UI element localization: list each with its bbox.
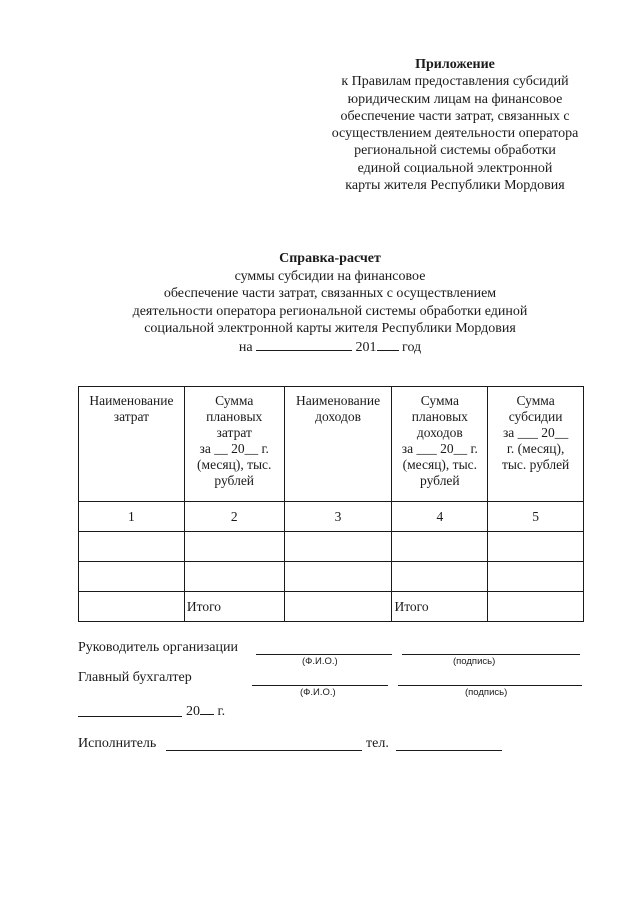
table-cell bbox=[184, 562, 284, 592]
heading-line: деятельности оператора региональной системы обработки единой bbox=[132, 303, 528, 319]
appendix-line: к Правилам предоставления субсидий bbox=[341, 74, 569, 90]
table-cell bbox=[392, 532, 488, 562]
table-row bbox=[79, 562, 584, 592]
table-header-row bbox=[79, 387, 584, 502]
signature-date bbox=[186, 702, 225, 720]
head-fio-hint: (Ф.И.О.) bbox=[302, 656, 338, 667]
heading-line: социальной электронной карты жителя Республики Мордовия bbox=[144, 321, 516, 337]
header-text: (месяц), тыс. bbox=[197, 457, 272, 472]
header-text: Сумма bbox=[420, 393, 459, 408]
header-cell-planned-expenses bbox=[184, 387, 284, 502]
document-title: Справка-расчет bbox=[279, 251, 381, 266]
header-text: за __ 20__ г. bbox=[199, 441, 269, 456]
date-prefix: на bbox=[238, 339, 253, 355]
appendix-block bbox=[300, 56, 610, 194]
column-number: 1 bbox=[79, 502, 185, 532]
executor-line bbox=[166, 750, 362, 751]
appendix-line: единой социальной электронной bbox=[357, 160, 553, 176]
appendix-line: карты жителя Республики Мордовия bbox=[345, 178, 565, 194]
table-cell bbox=[284, 562, 392, 592]
table-cell bbox=[79, 592, 185, 622]
header-text: за ___ 20__ г. bbox=[401, 441, 478, 456]
heading-line: суммы субсидии на финансовое bbox=[234, 268, 426, 284]
total-label-income: Итого bbox=[392, 592, 488, 622]
header-text: доходов bbox=[416, 425, 463, 440]
date-suffix: год bbox=[402, 339, 422, 355]
table-cell bbox=[284, 592, 392, 622]
head-sign-hint: (подпись) bbox=[453, 656, 496, 667]
header-text: плановых bbox=[206, 409, 263, 424]
head-label: Руководитель организации bbox=[78, 640, 238, 655]
signature-date-suffix: г. bbox=[217, 704, 226, 719]
accountant-fio-hint: (Ф.И.О.) bbox=[300, 687, 336, 698]
header-text: доходов bbox=[315, 409, 361, 424]
table-cell bbox=[488, 562, 584, 592]
header-text: тыс. рублей bbox=[501, 457, 570, 472]
calculation-table bbox=[78, 386, 584, 622]
accountant-sign-line bbox=[398, 685, 582, 686]
header-text: г. (месяц), bbox=[506, 441, 565, 456]
heading-line: обеспечение части затрат, связанных с осуществлением bbox=[163, 286, 497, 302]
total-label-expenses: Итого bbox=[184, 592, 284, 622]
header-text: Сумма bbox=[516, 393, 555, 408]
header-text: Наименование bbox=[89, 393, 174, 408]
executor-label: Исполнитель bbox=[78, 736, 157, 751]
header-text: (месяц), тыс. bbox=[402, 457, 478, 472]
accountant-label: Главный бухгалтер bbox=[78, 670, 192, 685]
table-cell bbox=[392, 562, 488, 592]
accountant-sign-hint: (подпись) bbox=[465, 687, 508, 698]
header-text: затрат bbox=[216, 425, 252, 440]
table-cell bbox=[184, 532, 284, 562]
header-cell-income-name bbox=[284, 387, 392, 502]
heading-date-line bbox=[239, 338, 421, 357]
date-day-month-line bbox=[78, 716, 182, 717]
column-number: 5 bbox=[488, 502, 584, 532]
year-blank bbox=[377, 338, 399, 351]
header-text: за ___ 20__ bbox=[502, 425, 569, 440]
header-text: субсидии bbox=[508, 409, 563, 424]
header-text: рублей bbox=[420, 473, 460, 488]
phone-line bbox=[396, 750, 502, 751]
header-cell-subsidy-amount bbox=[488, 387, 584, 502]
table-cell bbox=[284, 532, 392, 562]
header-cell-planned-income bbox=[392, 387, 488, 502]
head-fio-line bbox=[256, 654, 392, 655]
table-number-row bbox=[79, 502, 584, 532]
table-cell bbox=[79, 532, 185, 562]
header-text: Наименование bbox=[295, 393, 381, 408]
table-cell bbox=[488, 532, 584, 562]
phone-label: тел. bbox=[366, 736, 389, 751]
table-cell bbox=[488, 592, 584, 622]
date-blank bbox=[256, 338, 352, 351]
signature-year-blank bbox=[200, 702, 214, 715]
header-text: затрат bbox=[113, 409, 150, 424]
column-number: 3 bbox=[284, 502, 392, 532]
header-text: Сумма bbox=[215, 393, 254, 408]
appendix-line: осуществлением деятельности оператора bbox=[331, 126, 579, 142]
accountant-fio-line bbox=[252, 685, 388, 686]
header-cell-expenses-name bbox=[79, 387, 185, 502]
table-row bbox=[79, 532, 584, 562]
date-year: 201 bbox=[355, 339, 377, 355]
table-cell bbox=[79, 562, 185, 592]
appendix-line: обеспечение части затрат, связанных с bbox=[340, 108, 570, 124]
signature-date-year: 20 bbox=[186, 704, 200, 719]
column-number: 4 bbox=[392, 502, 488, 532]
document-heading bbox=[60, 250, 600, 357]
header-text: плановых bbox=[411, 409, 468, 424]
appendix-line: региональной системы обработки bbox=[354, 143, 556, 159]
head-sign-line bbox=[402, 654, 580, 655]
appendix-title: Приложение bbox=[415, 57, 495, 72]
appendix-line: юридическим лицам на финансовое bbox=[347, 91, 563, 107]
column-number: 2 bbox=[184, 502, 284, 532]
header-text: рублей bbox=[214, 473, 255, 488]
table-total-row bbox=[79, 592, 584, 622]
